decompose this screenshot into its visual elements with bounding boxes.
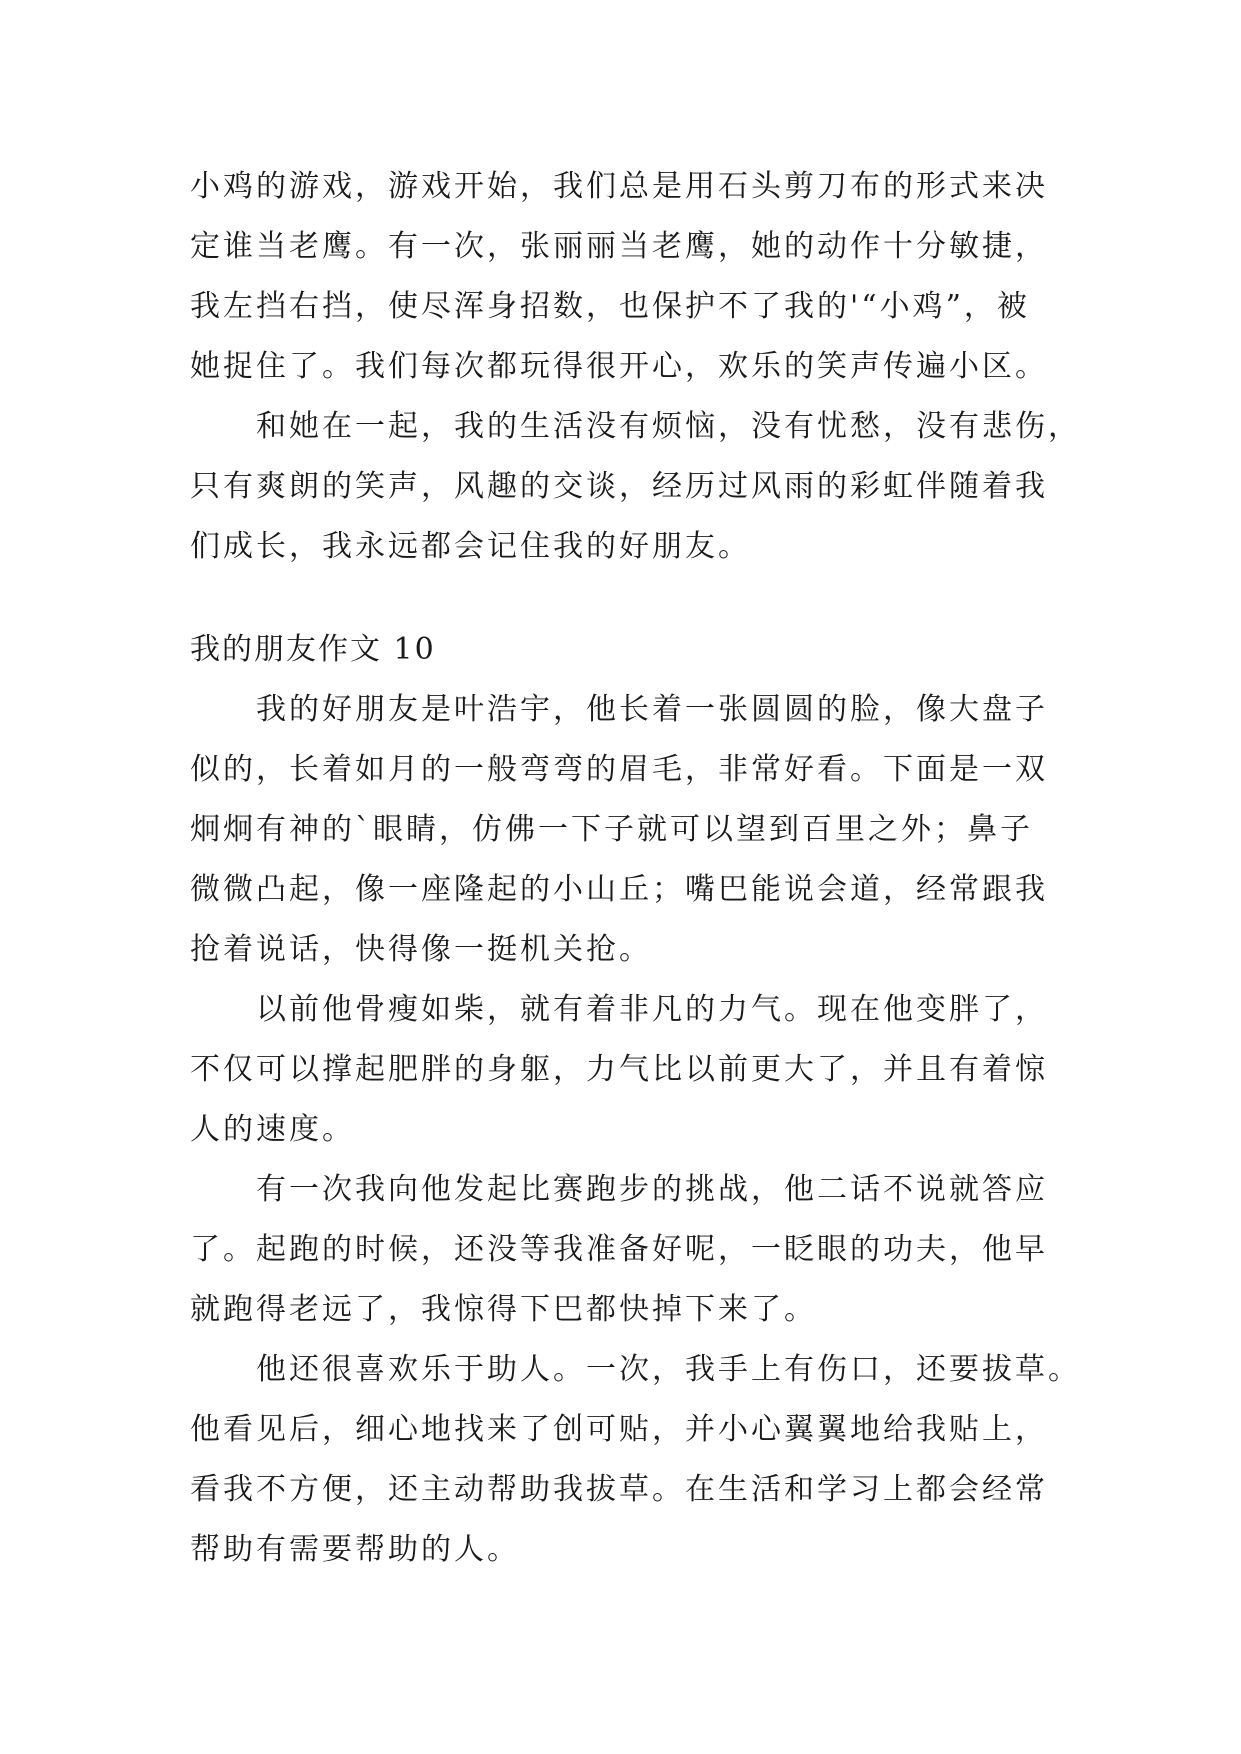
- text-line: 就跑得老远了，我惊得下巴都快掉下来了。: [190, 1292, 817, 1327]
- text-line: 看我不方便，还主动帮助我拔草。在生活和学习上都会经常: [190, 1472, 1048, 1507]
- section-2: [190, 620, 1081, 1580]
- text-line: 们成长，我永远都会记住我的好朋友。: [190, 529, 751, 564]
- text-line: 人的速度。: [190, 1112, 355, 1147]
- text-line: 我左挡右挡，使尽浑身招数，也保护不了我的'“小鸡”，被: [190, 289, 1030, 324]
- text-line: 定谁当老鹰。有一次，张丽丽当老鹰，她的动作十分敏捷，: [190, 229, 1048, 264]
- text-line: 以前他骨瘦如柴，就有着非凡的力气。现在他变胖了，: [256, 992, 1048, 1027]
- text-line: 炯炯有神的`眼睛，仿佛一下子就可以望到百里之外；鼻子: [190, 812, 1033, 847]
- paragraph-chicken-game: [190, 157, 1070, 397]
- text-line: 有一次我向他发起比赛跑步的挑战，他二话不说就答应: [256, 1172, 1048, 1207]
- paragraph-race: [190, 1160, 1070, 1340]
- text-line: 和她在一起，我的生活没有烦恼，没有忧愁，没有悲伤，: [256, 409, 1081, 444]
- text-line: 抢着说话，快得像一挺机关抢。: [190, 932, 652, 967]
- text-line: 似的，长着如月的一般弯弯的眉毛，非常好看。下面是一双: [190, 752, 1048, 787]
- text-line: 帮助有需要帮助的人。: [190, 1532, 520, 1567]
- text-line: 了。起跑的时候，还没等我准备好呢，一眨眼的功夫，他早: [190, 1232, 1048, 1267]
- text-line: 不仅可以撑起肥胖的身躯，力气比以前更大了，并且有着惊: [190, 1052, 1048, 1087]
- paragraph-helpful: [190, 1340, 1081, 1580]
- paragraph-appearance: [190, 680, 1070, 980]
- section-1: [190, 157, 1081, 577]
- paragraph-strength: [190, 980, 1070, 1160]
- text-line: 他看见后，细心地找来了创可贴，并小心翼翼地给我贴上，: [190, 1412, 1048, 1447]
- text-line: 她捉住了。我们每次都玩得很开心，欢乐的笑声传遍小区。: [190, 349, 1048, 384]
- text-line: 他还很喜欢乐于助人。一次，我手上有伤口，还要拔草。: [256, 1352, 1081, 1387]
- essay-title: 我的朋友作文 10: [190, 632, 436, 667]
- paragraph-conclusion: [190, 397, 1081, 577]
- text-line: 微微凸起，像一座隆起的小山丘；嘴巴能说会道，经常跟我: [190, 872, 1048, 907]
- text-line: 只有爽朗的笑声，风趣的交谈，经历过风雨的彩虹伴随着我: [190, 469, 1048, 504]
- text-line: 小鸡的游戏，游戏开始，我们总是用石头剪刀布的形式来决: [190, 169, 1048, 204]
- text-line: 我的好朋友是叶浩宇，他长着一张圆圆的脸，像大盘子: [256, 692, 1048, 727]
